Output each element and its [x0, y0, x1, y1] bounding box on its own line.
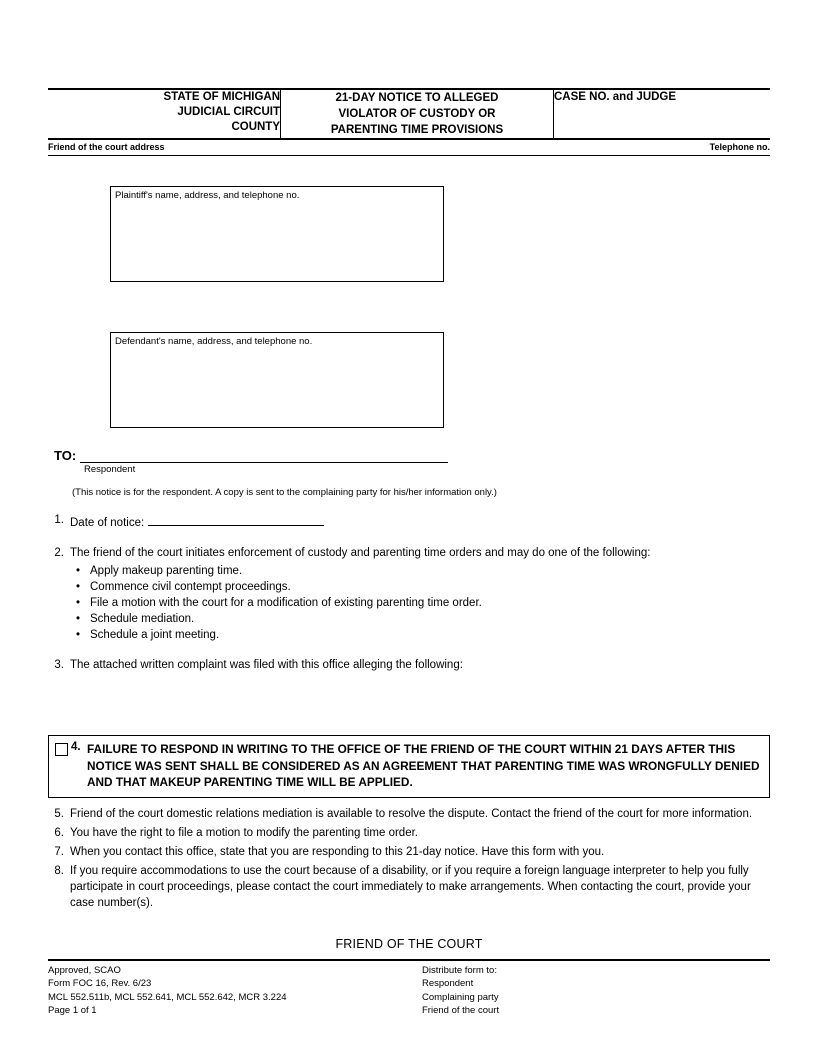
list-item: • Commence civil contempt proceedings. [70, 579, 770, 595]
case-number-label: CASE NO. and JUDGE [554, 91, 677, 103]
state-line-1: STATE OF MICHIGAN [163, 91, 280, 103]
to-input-rule[interactable] [80, 448, 448, 463]
state-cell [48, 89, 281, 139]
defendant-box[interactable] [110, 332, 444, 428]
item-2-bullet-list [70, 563, 770, 643]
item-1-number: 1. [54, 514, 64, 526]
footer-page-number: Page 1 of 1 [48, 1005, 97, 1016]
item-7-number: 7. [54, 845, 64, 858]
defendant-label: Defendant's name, address, and telephone no. [115, 336, 313, 347]
distribute-respondent: Respondent [422, 978, 474, 989]
item-3 [48, 657, 770, 673]
state-line-3: COUNTY [231, 121, 280, 133]
distribute-foc: Friend of the court [422, 1005, 500, 1016]
spacer-between-parties [48, 282, 770, 332]
form-content [48, 88, 770, 1018]
form-header-table [48, 88, 770, 139]
distribute-complaining-party: Complaining party [422, 991, 499, 1003]
footer-right [422, 964, 770, 1018]
plaintiff-label: Plaintiff's name, address, and telephone no. [115, 190, 300, 201]
item-4-line-2: AFTER THIS NOTICE WAS SENT SHALL BE CONSIDERED AS AN AGREEMENT THAT PARENTING TIME [87, 742, 736, 773]
form-title-line-2: VIOLATOR OF CUSTODY OR [338, 108, 496, 120]
footer-left [48, 964, 422, 1018]
item-3-text: The attached written complaint was filed with this office alleging the following: [70, 659, 463, 671]
footer-approved: Approved, SCAO [48, 964, 121, 976]
to-line [54, 448, 770, 463]
to-label: TO: [54, 448, 77, 463]
distribute-label: Distribute form to: [422, 964, 497, 976]
form-footer [48, 961, 770, 1018]
item-3-number: 3. [54, 659, 64, 671]
item-4-checkbox[interactable] [55, 743, 68, 756]
item-6-number: 6. [54, 826, 64, 839]
friend-of-court-signature-title: FRIEND OF THE COURT [335, 936, 483, 951]
form-title-cell [281, 89, 554, 139]
footer-form-number: Form FOC 16, Rev. 6/23 [48, 978, 152, 989]
list-item: • Schedule mediation. [70, 611, 770, 627]
item-4-line-1: FAILURE TO RESPOND IN WRITING TO THE OFFICE OF THE FRIEND OF THE COURT WITHIN 21 DAYS [87, 742, 663, 756]
date-of-notice-input[interactable] [148, 512, 324, 526]
item-2 [48, 545, 770, 643]
item-2-text-wrap [70, 545, 770, 643]
item-1-text: Date of notice: [70, 517, 145, 529]
foc-address-label: Friend of the court address [48, 142, 165, 152]
item-4-number: 4. [71, 741, 81, 753]
respondent-label: Respondent [84, 464, 136, 475]
list-item: • Apply makeup parenting time. [70, 563, 770, 579]
item-2-number: 2. [54, 547, 64, 559]
item-4-box [48, 735, 770, 798]
telephone-label: Telephone no. [709, 142, 770, 152]
form-title-line-3: PARENTING TIME PROVISIONS [330, 124, 504, 136]
spacer-above-plaintiff [48, 156, 770, 186]
item-4-text [87, 741, 763, 791]
plaintiff-box[interactable] [110, 186, 444, 282]
item-1 [48, 512, 770, 531]
list-item: • Schedule a joint meeting. [70, 627, 770, 643]
item-6-text: You have the right to file a motion to modify the parenting time order. [70, 826, 418, 839]
form-title-line-1: 21-DAY NOTICE TO ALLEGED [335, 92, 499, 104]
item-8-text: If you require accommodations to use the court because of a disability, or if you require a foreign language interpreter to help you fully participate in court proceedings, please contact the court immediately to make arrangements. When contacting the court, provide your case number(s). [70, 864, 751, 909]
item-5 [48, 806, 770, 822]
item-1-text-wrap [70, 512, 770, 531]
item-7 [48, 844, 770, 860]
notice-note: (This notice is for the respondent. A copy is sent to the complaining party for his/her information only.) [72, 487, 497, 498]
footer-citations: MCL 552.511b, MCL 552.641, MCL 552.642, MCR 3.224 [48, 991, 287, 1003]
case-number-cell[interactable] [554, 89, 771, 139]
item-6 [48, 825, 770, 841]
item-4-line-3: WAS WRONGFULLY DENIED AND THAT MAKEUP PARENTING TIME WILL BE APPLIED. [87, 758, 760, 789]
item-2-text: The friend of the court initiates enforcement of custody and parenting time orders and may do one of the following: [70, 547, 651, 559]
lower-items-group [48, 806, 770, 911]
state-line-2: JUDICIAL CIRCUIT [177, 106, 280, 118]
item-5-text: Friend of the court domestic relations mediation is available to resolve the dispute. Contact the friend of the court for more information. [70, 807, 753, 820]
item-7-text: When you contact this office, state that you are responding to this 21-day notice. Have this form with you. [70, 845, 605, 858]
list-item: • File a motion with the court for a modification of existing parenting time order. [70, 595, 770, 611]
item-8-number: 8. [54, 864, 64, 877]
item-5-number: 5. [54, 807, 64, 820]
address-subheader [48, 139, 770, 152]
item-8 [48, 863, 770, 911]
